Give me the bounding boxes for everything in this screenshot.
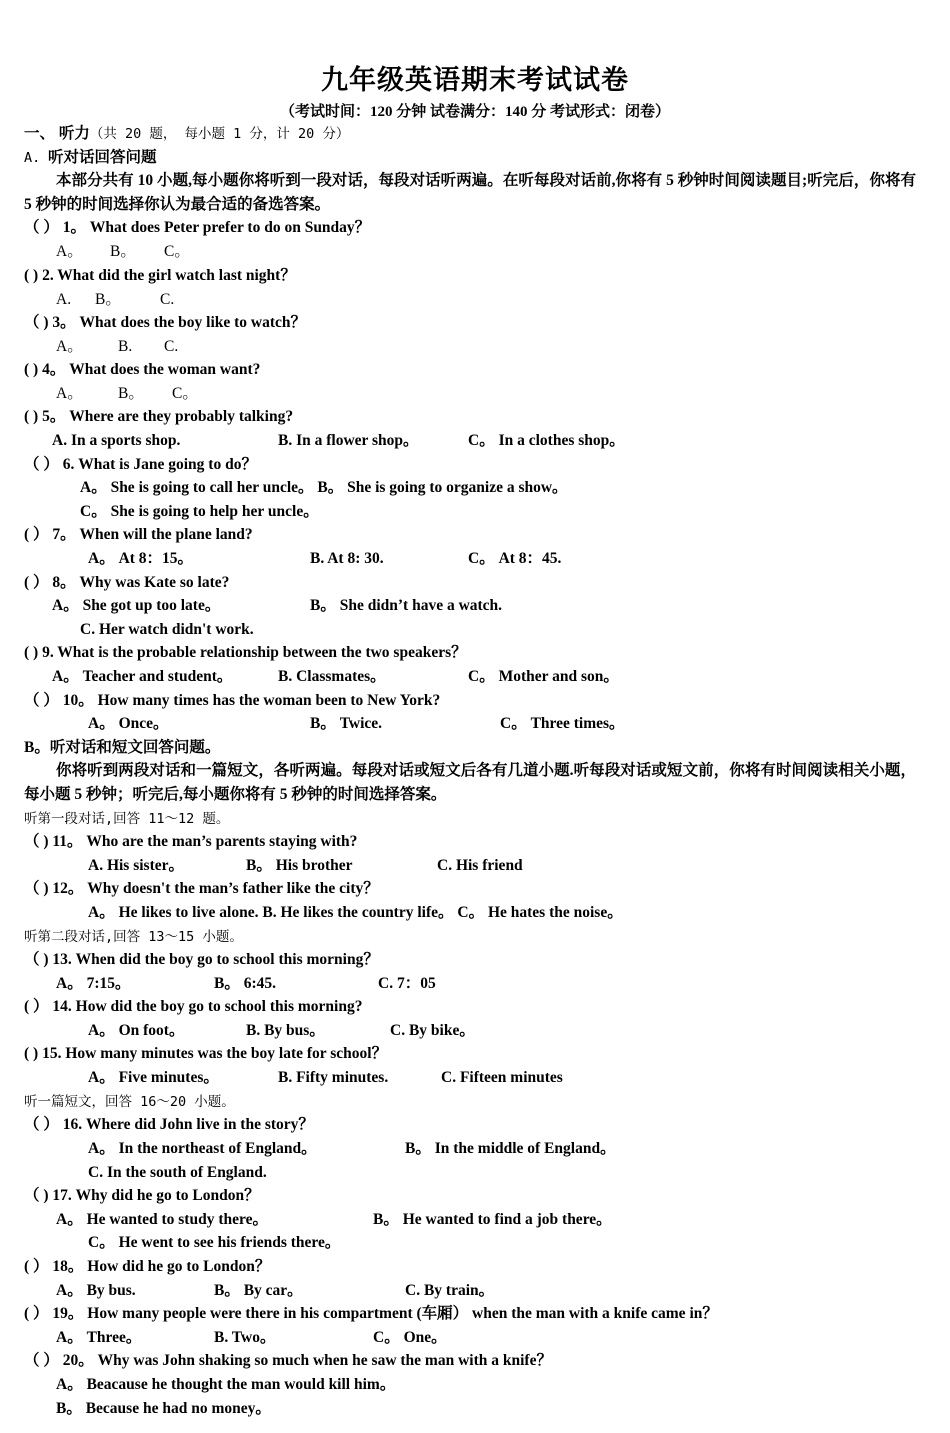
- page-title: 九年级英语期末考试试卷: [321, 65, 629, 95]
- q18-option-b: B。 By car。: [214, 1282, 303, 1299]
- q10-option-b: B。 Twice.: [310, 715, 383, 732]
- part-a-heading: [24, 148, 157, 168]
- q12-options: A。 He likes to live alone. B. He likes the country life。 C。 He hates the noise。: [88, 904, 623, 921]
- question-9: ( ) 9. What is the probable relationship between the two speakers？: [24, 644, 467, 661]
- q1-option-a: A。: [56, 243, 83, 260]
- question-10: （ ） 10。 How many times has the woman been to New York?: [24, 692, 441, 709]
- q14-option-b: B. By bus。: [246, 1022, 325, 1039]
- q6-option-c: C。 She is going to help her uncle。: [80, 503, 319, 520]
- q9-option-b: B. Classmates。: [278, 668, 386, 685]
- q1-option-b: B。: [110, 243, 136, 260]
- question-20: （ ） 20。 Why was John shaking so much when he saw the man with a knife？: [24, 1352, 552, 1369]
- q11-option-a: A. His sister。: [88, 857, 185, 874]
- question-18: ( ） 18。 How did he go to London？: [24, 1258, 271, 1275]
- q17-option-a: A。 He wanted to study there。: [56, 1211, 268, 1228]
- q14-option-a: A。 On foot。: [88, 1022, 185, 1039]
- q15-option-b: B. Fifty minutes.: [278, 1069, 389, 1086]
- dialog-1-note: 听第一段对话,回答 11～12 题。: [24, 811, 230, 827]
- q7-option-b: B. At 8: 30.: [310, 550, 384, 567]
- q13-option-b: B。 6:45.: [214, 975, 277, 992]
- question-12: （ ) 12。 Why doesn't the man’s father like the city？: [24, 880, 379, 897]
- q20-option-b: B。 Because he had no money。: [56, 1400, 271, 1417]
- q13-option-a: A。 7:15。: [56, 975, 131, 992]
- q7-option-a: A。 At 8：15。: [88, 550, 194, 567]
- q4-option-b: B。: [118, 385, 144, 402]
- q6-options-ab: A。 She is going to call her uncle。 B。 She is going to organize a show。: [80, 479, 568, 496]
- question-6: （ ） 6. What is Jane going to do？: [24, 456, 257, 473]
- q8-option-b: B。 She didn’t have a watch.: [310, 597, 503, 614]
- section-title: 一、 听力: [24, 125, 90, 142]
- q10-option-c: C。 Three times。: [500, 715, 625, 732]
- q4-option-a: A。: [56, 385, 83, 402]
- q15-option-c: C. Fifteen minutes: [441, 1069, 563, 1086]
- q3-option-b: B.: [118, 338, 133, 355]
- question-14: ( ） 14. How did the boy go to school this morning?: [24, 998, 363, 1015]
- part-a-instructions: 本部分共有 10 小题,每小题你将听到一段对话，每段对话听两遍。在听每段对话前,你将有 5 秒钟时间阅读题目;听完后，你将有 5 秒钟的时间选择你认为最合适的备选答案。: [24, 172, 916, 213]
- q14-option-c: C. By bike。: [390, 1022, 475, 1039]
- question-3: （ ) 3。 What does the boy like to watch？: [24, 314, 307, 331]
- exam-info: （考试时间：120 分钟 试卷满分：140 分 考试形式：闭卷）: [279, 104, 670, 120]
- q9-option-c: C。 Mother and son。: [468, 668, 619, 685]
- question-2: ( ) 2. What did the girl watch last night？: [24, 267, 296, 284]
- q2-option-b: B。: [95, 291, 121, 308]
- question-16: （ ） 16. Where did John live in the story？: [24, 1116, 314, 1133]
- q7-option-c: C。 At 8：45.: [468, 550, 562, 567]
- q8-option-a: A。 She got up too late。: [52, 597, 221, 614]
- q3-option-c: C.: [164, 338, 179, 355]
- part-b-instructions: 你将听到两段对话和一篇短文，各听两遍。每段对话或短文后各有几道小题.听每段对话或短文前，你将有时间阅读相关小题，每小题 5 秒钟；听完后,每小题你将有 5 秒钟的时间选择答案。: [24, 762, 916, 803]
- q9-option-a: A。 Teacher and student。: [52, 668, 233, 685]
- question-11: （ ) 11。 Who are the man’s parents staying with?: [24, 833, 358, 850]
- q19-option-a: A。 Three。: [56, 1329, 142, 1346]
- section-note: （共 20 题， 每小题 1 分，计 20 分）: [89, 126, 350, 142]
- q18-option-a: A。 By bus.: [56, 1282, 136, 1299]
- q19-option-b: B. Two。: [214, 1329, 276, 1346]
- q17-option-b: B。 He wanted to find a job there。: [373, 1211, 612, 1228]
- q5-option-c: C。 In a clothes shop。: [468, 432, 625, 449]
- question-5: ( ) 5。 Where are they probably talking?: [24, 408, 294, 425]
- q8-option-c: C. Her watch didn't work.: [80, 621, 254, 638]
- q4-option-c: C。: [172, 385, 198, 402]
- q15-option-a: A。 Five minutes。: [88, 1069, 219, 1086]
- q10-option-a: A。 Once。: [88, 715, 169, 732]
- dialog-2-note: 听第二段对话,回答 13～15 小题。: [24, 929, 243, 945]
- q13-option-c: C. 7：05: [378, 975, 436, 992]
- q5-option-b: B. In a flower shop。: [278, 432, 419, 449]
- q18-option-c: C. By train。: [405, 1282, 495, 1299]
- question-7: ( ） 7。 When will the plane land?: [24, 526, 253, 543]
- part-b-heading: B。听对话和短文回答问题。: [24, 739, 221, 756]
- question-17: （ ) 17. Why did he go to London？: [24, 1187, 260, 1204]
- question-19: ( ） 19。 How many people were there in his compartment (车厢） when the man with a knife came in？: [24, 1305, 718, 1322]
- question-4: ( ) 4。 What does the woman want?: [24, 361, 261, 378]
- q17-option-c: C。 He went to see his friends there。: [88, 1234, 341, 1251]
- q5-option-a: A. In a sports shop.: [52, 432, 181, 449]
- part-a-label: A.: [24, 150, 41, 166]
- q16-option-a: A。 In the northeast of England。: [88, 1140, 317, 1157]
- q2-option-c: C.: [160, 291, 175, 308]
- question-1: （ ） 1。 What does Peter prefer to do on Sunday？: [24, 219, 371, 236]
- q1-option-c: C。: [164, 243, 190, 260]
- q3-option-a: A。: [56, 338, 83, 355]
- q16-option-b: B。 In the middle of England。: [405, 1140, 616, 1157]
- q19-option-c: C。 One。: [373, 1329, 447, 1346]
- q2-option-a: A.: [56, 291, 72, 308]
- section-heading: [24, 124, 349, 144]
- question-15: ( ) 15. How many minutes was the boy late for school？: [24, 1045, 388, 1062]
- q20-option-a: A。 Beacause he thought the man would kill him。: [56, 1376, 396, 1393]
- part-a-title: 听对话回答问题: [48, 149, 157, 166]
- q11-option-c: C. His friend: [437, 857, 523, 874]
- q11-option-b: B。 His brother: [246, 857, 353, 874]
- passage-note: 听一篇短文，回答 16～20 小题。: [24, 1094, 235, 1110]
- question-13: （ ) 13. When did the boy go to school this morning？: [24, 951, 379, 968]
- question-8: ( ） 8。 Why was Kate so late?: [24, 574, 230, 591]
- q16-option-c: C. In the south of England.: [88, 1164, 267, 1181]
